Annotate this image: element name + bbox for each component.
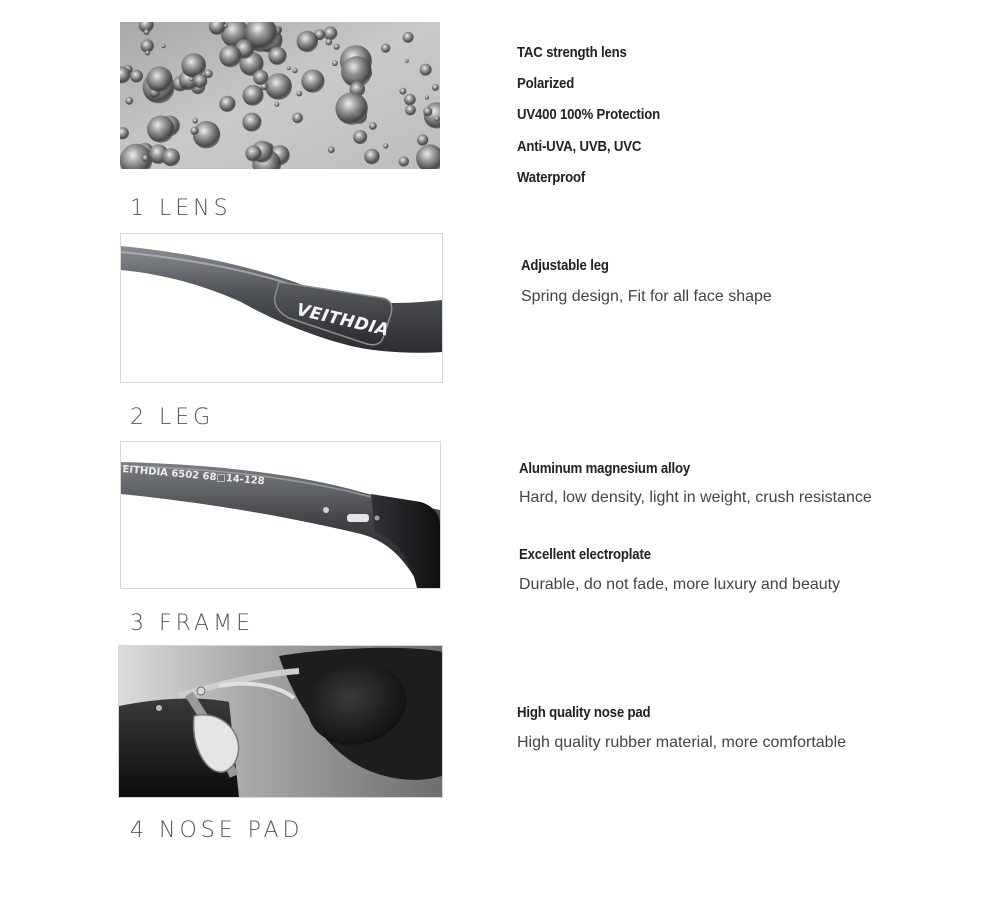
water-droplet bbox=[192, 118, 198, 124]
section-label-leg: 2 LEG bbox=[130, 405, 215, 430]
feature-adjustable-leg: Adjustable leg bbox=[521, 257, 609, 274]
water-droplet bbox=[130, 70, 143, 83]
water-droplet bbox=[268, 47, 286, 65]
water-droplet bbox=[425, 96, 429, 100]
water-droplet bbox=[364, 149, 379, 164]
section-label-lens: 1 LENS bbox=[130, 196, 232, 221]
water-droplet bbox=[190, 127, 198, 135]
water-droplet bbox=[399, 88, 406, 95]
water-droplet bbox=[181, 53, 206, 78]
water-droplet bbox=[189, 77, 193, 81]
feature-aluminum-alloy-desc: Hard, low density, light in weight, crush resistance bbox=[519, 489, 872, 506]
water-droplet bbox=[142, 155, 149, 162]
water-droplet bbox=[326, 39, 333, 46]
water-droplet bbox=[328, 146, 335, 153]
water-droplet bbox=[224, 24, 228, 28]
water-droplet bbox=[147, 116, 174, 143]
water-droplet bbox=[332, 60, 338, 66]
water-droplet bbox=[404, 94, 416, 106]
water-droplet bbox=[297, 31, 318, 52]
feature-electroplate-desc: Durable, do not fade, more luxury and beauty bbox=[519, 576, 841, 593]
water-droplet bbox=[381, 44, 390, 53]
feature-aluminum-alloy: Aluminum magnesium alloy bbox=[519, 460, 691, 477]
feature-anti-uv: Anti-UVA, UVB, UVC bbox=[517, 138, 642, 155]
water-droplet bbox=[219, 96, 235, 112]
feature-nose-pad-desc: High quality rubber material, more comfortable bbox=[517, 734, 847, 751]
water-droplet bbox=[420, 64, 432, 76]
feature-uv400: UV400 100% Protection bbox=[517, 106, 661, 123]
frame-image bbox=[120, 441, 441, 589]
section-label-frame: 3 FRAME bbox=[130, 611, 254, 636]
water-droplet bbox=[336, 92, 368, 124]
water-droplet bbox=[405, 59, 409, 63]
water-droplet bbox=[399, 156, 409, 166]
feature-nose-pad: High quality nose pad bbox=[517, 704, 651, 721]
water-droplet bbox=[432, 84, 439, 91]
water-droplet bbox=[324, 26, 338, 40]
nose-pad-image bbox=[118, 645, 443, 798]
feature-tac-lens: TAC strength lens bbox=[517, 44, 627, 61]
section-label-nose-pad: 4 NOSE PAD bbox=[130, 818, 304, 843]
water-droplet bbox=[334, 44, 340, 50]
temple-arm-illustration bbox=[121, 234, 442, 382]
water-droplet bbox=[162, 44, 166, 48]
water-droplet bbox=[403, 32, 414, 43]
water-droplet bbox=[301, 70, 324, 93]
water-droplet bbox=[193, 121, 220, 148]
brand-logo-text: VEITHDIA bbox=[294, 300, 392, 341]
feature-adjustable-leg-desc: Spring design, Fit for all face shape bbox=[521, 288, 772, 305]
water-droplet bbox=[405, 105, 416, 116]
leg-image bbox=[120, 233, 443, 383]
nose-pad-illustration bbox=[119, 646, 442, 797]
water-droplet bbox=[219, 45, 241, 67]
water-droplet bbox=[292, 68, 297, 73]
water-droplet bbox=[296, 91, 302, 97]
water-droplet bbox=[287, 66, 291, 70]
water-droplet bbox=[417, 134, 428, 145]
water-droplet bbox=[353, 130, 367, 144]
water-droplet bbox=[204, 69, 213, 78]
water-droplet bbox=[292, 113, 303, 124]
water-droplet bbox=[265, 73, 292, 100]
water-droplet bbox=[369, 122, 377, 130]
feature-waterproof: Waterproof bbox=[517, 169, 586, 186]
water-droplet bbox=[242, 113, 261, 132]
frame-hinge-illustration bbox=[121, 442, 440, 588]
water-droplet bbox=[147, 66, 173, 92]
water-droplet bbox=[274, 102, 279, 107]
water-droplet bbox=[144, 29, 150, 35]
frame-engraving-text: EITHDIA 6502 68□14-128 bbox=[122, 464, 266, 488]
water-droplet bbox=[253, 70, 268, 85]
water-droplet bbox=[434, 116, 440, 122]
water-droplet bbox=[145, 50, 150, 55]
water-droplet bbox=[243, 85, 264, 106]
water-droplet bbox=[125, 97, 133, 105]
lens-image bbox=[120, 22, 440, 169]
water-droplet bbox=[383, 143, 388, 148]
water-droplet bbox=[245, 145, 261, 161]
water-droplet bbox=[423, 107, 432, 116]
water-droplet bbox=[162, 148, 180, 166]
feature-electroplate: Excellent electroplate bbox=[519, 546, 651, 563]
water-droplets-illustration bbox=[120, 22, 440, 169]
feature-polarized: Polarized bbox=[517, 75, 575, 92]
